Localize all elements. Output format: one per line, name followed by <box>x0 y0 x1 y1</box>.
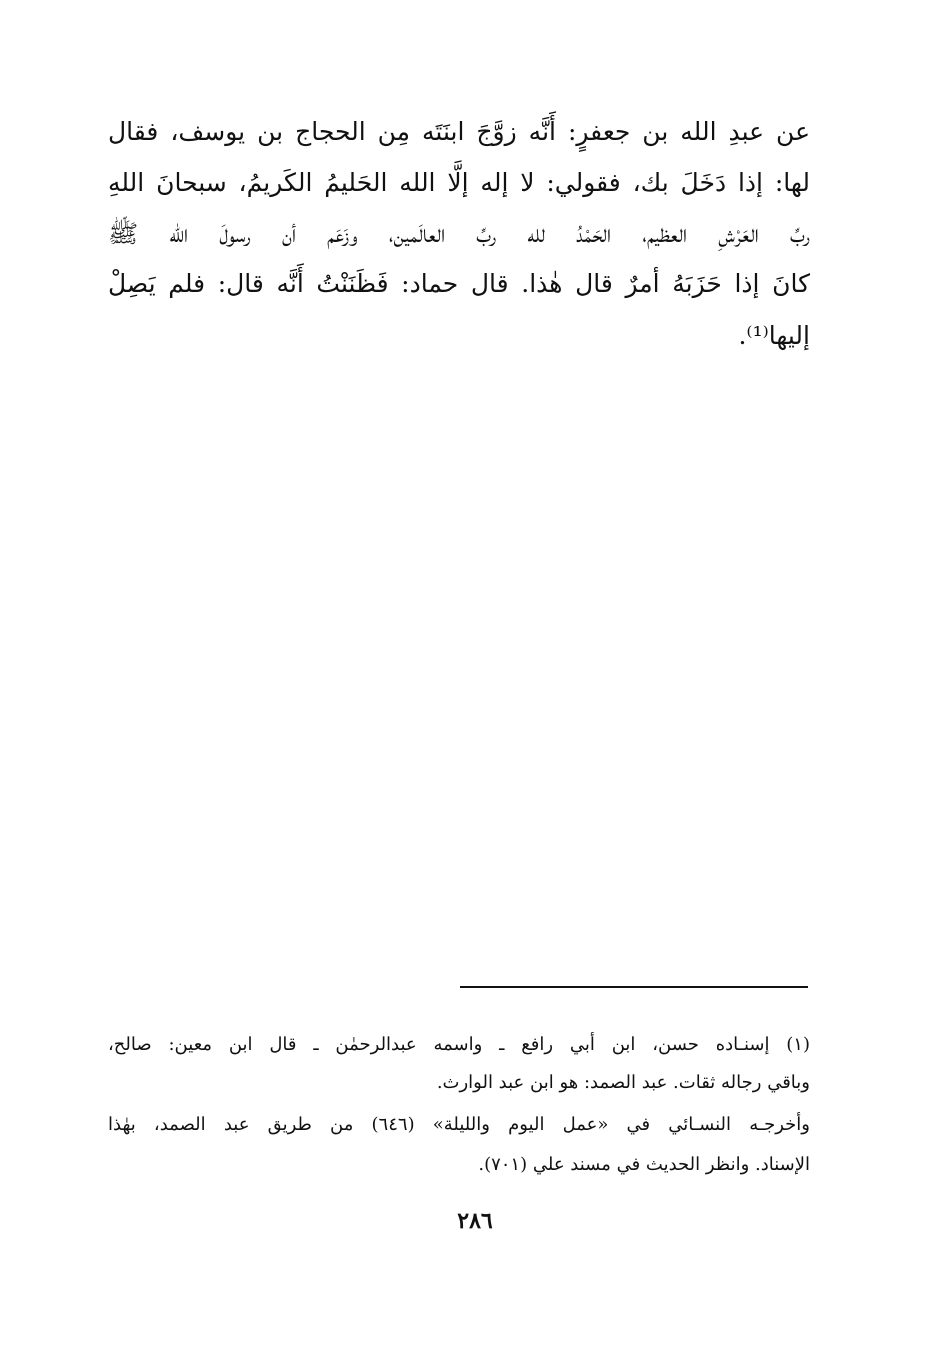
main-text-line: ربِّ العَرْشِ العظيم، الحَمْدُ لله ربِّ العالَمين، وزَعَم أن رسولَ الله ﷺ <box>108 219 810 248</box>
footnote-line: وأخرجـه النسـائي في «عمل اليوم والليلة» (٦٤٦) من طريق عبد الصمد، بهٰذا <box>108 1114 810 1135</box>
main-text-line: إليها⁽¹⁾. <box>738 321 810 350</box>
footnote-separator <box>460 986 808 988</box>
footnote-line: وباقي رجاله ثقات. عبد الصمد: هو ابن عبد الوارث. <box>436 1072 810 1093</box>
footnote-line: (١) إسنـاده حسن، ابن أبي رافع ـ واسمه عبدالرحمٰن ـ قال ابن معين: صالح، <box>108 1034 810 1055</box>
page-number: ٢٨٦ <box>457 1208 493 1234</box>
main-text-line: لها: إذا دَخَلَ بك، فقولي: لا إله إلَّا الله الحَليمُ الكَريمُ، سبحانَ اللهِ <box>108 168 810 197</box>
main-text-line: كانَ إذا حَزَبَهُ أمرٌ قال هٰذا. قال حماد: فَظَنَنْتُ أَنَّه قال: فلم يَصِلْ <box>108 269 810 298</box>
footnote-line: الإسناد. وانظر الحديث في مسند علي (٧٠١). <box>478 1154 810 1175</box>
main-text-line: عن عبدِ الله بن جعفرٍ: أَنَّه زوَّجَ ابنَتَه مِن الحجاج بن يوسف، فقال <box>108 117 810 146</box>
